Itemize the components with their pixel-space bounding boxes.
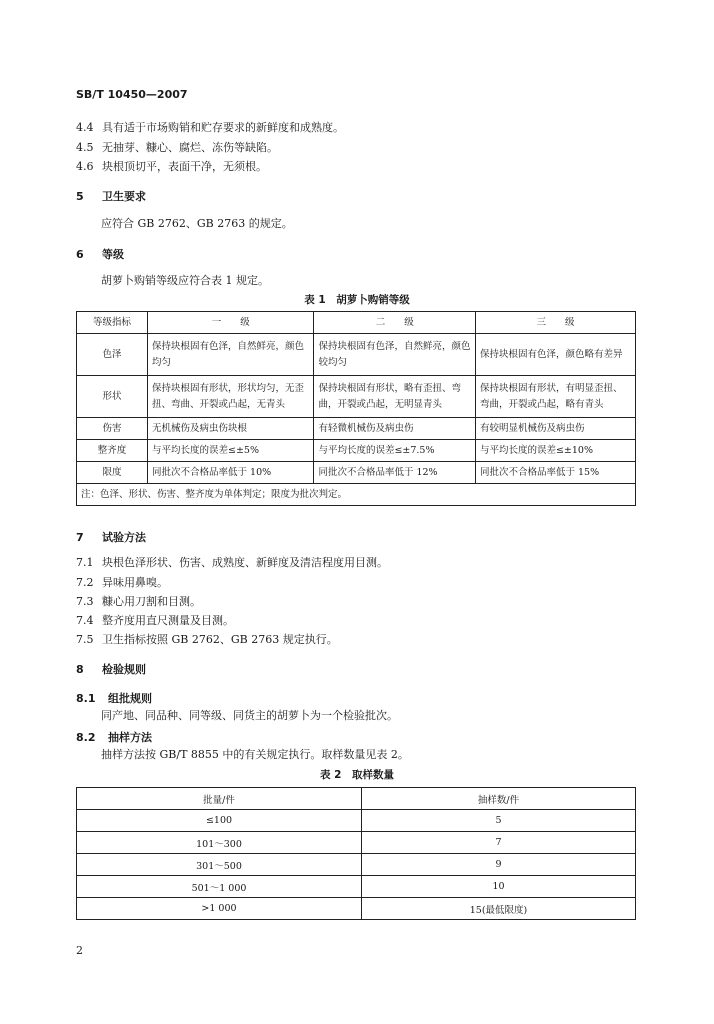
item-number: 7.4 [76, 614, 94, 627]
item-7-1 [76, 556, 388, 570]
table-cell: 有较明显机械伤及病虫伤 [475, 418, 635, 440]
section-number: 5 [76, 190, 84, 203]
table-row [77, 810, 636, 832]
item-4-4 [76, 121, 344, 135]
table-cell: 与平均长度的误差≤±10% [475, 440, 635, 462]
table-note: 注：色泽、形状、伤害、整齐度为单体判定；限度为批次判定。 [77, 484, 636, 506]
item-text: 糠心用刀割和目测。 [102, 595, 201, 608]
item-7-3 [76, 595, 201, 609]
table-cell: 同批次不合格品率低于 15% [475, 462, 635, 484]
table-row [77, 376, 636, 418]
section-title: 抽样方法 [108, 731, 152, 744]
header-cell: 二 级 [314, 312, 476, 334]
table-cell: 保持块根固有色泽，自然鲜亮，颜色较均匀 [314, 334, 476, 376]
table-row [77, 440, 636, 462]
item-text: 具有适于市场购销和贮存要求的新鲜度和成熟度。 [102, 121, 344, 134]
lot-cell: >1 000 [77, 898, 362, 920]
header-cell: 等级指标 [77, 312, 148, 334]
item-7-2 [76, 576, 168, 590]
header-cell: 三 级 [475, 312, 635, 334]
table-cell: 保持块根固有形状，形状均匀，无歪扭、弯曲、开裂或凸起，无青头 [148, 376, 314, 418]
lot-cell: 301～500 [77, 854, 362, 876]
table-cell: 有轻微机械伤及病虫伤 [314, 418, 476, 440]
sample-cell: 7 [362, 832, 636, 854]
section-number: 8 [76, 663, 84, 676]
header-cell: 抽样数/件 [362, 788, 636, 810]
sample-cell: 5 [362, 810, 636, 832]
section-8-1-body: 同产地、同品种、同等级、同货主的胡萝卜为一个检验批次。 [101, 709, 398, 722]
table-cell: 同批次不合格品率低于 12% [314, 462, 476, 484]
section-title: 等级 [102, 248, 124, 261]
item-text: 卫生指标按照 GB 2762、GB 2763 规定执行。 [102, 633, 338, 646]
item-text: 块根色泽形状、伤害、成熟度、新鲜度及清洁程度用目测。 [102, 556, 388, 569]
section-number: 7 [76, 531, 84, 544]
sampling-table [76, 787, 636, 920]
sample-cell: 15(最低限度) [362, 898, 636, 920]
row-label: 形状 [77, 376, 148, 418]
item-number: 7.3 [76, 595, 94, 608]
section-8-1-heading [76, 690, 152, 706]
header-cell: 一 级 [148, 312, 314, 334]
section-number: 8.2 [76, 731, 96, 744]
row-label: 伤害 [77, 418, 148, 440]
table-header-row [77, 312, 636, 334]
page-number: 2 [76, 944, 83, 957]
table-cell: 保持块根固有形状，略有歪扭、弯曲，开裂或凸起，无明显青头 [314, 376, 476, 418]
section-8-2-heading [76, 729, 152, 745]
table-row [77, 898, 636, 920]
table-row [77, 876, 636, 898]
item-text: 整齐度用直尺测量及目测。 [102, 614, 234, 627]
item-4-5 [76, 141, 278, 155]
item-text: 块根顶切平，表面干净，无须根。 [102, 160, 267, 173]
section-title: 检验规则 [102, 663, 146, 676]
row-label: 色泽 [77, 334, 148, 376]
table-cell: 保持块根固有色泽，颜色略有差异 [475, 334, 635, 376]
item-text: 无抽芽、糠心、腐烂、冻伤等缺陷。 [102, 141, 278, 154]
table-cell: 与平均长度的误差≤±7.5% [314, 440, 476, 462]
sample-cell: 9 [362, 854, 636, 876]
item-7-5 [76, 633, 338, 647]
table-row [77, 462, 636, 484]
item-number: 4.4 [76, 121, 94, 134]
item-4-6 [76, 160, 267, 174]
table-header-row [77, 788, 636, 810]
table-cell: 同批次不合格品率低于 10% [148, 462, 314, 484]
item-number: 7.1 [76, 556, 94, 569]
table-row [77, 418, 636, 440]
table-2-caption: 表 2 取样数量 [320, 769, 394, 781]
table-cell: 与平均长度的误差≤±5% [148, 440, 314, 462]
grading-table [76, 311, 636, 506]
lot-cell: 101～300 [77, 832, 362, 854]
table-row [77, 854, 636, 876]
table-row [77, 832, 636, 854]
table-row [77, 334, 636, 376]
section-5-body: 应符合 GB 2762、GB 2763 的规定。 [101, 217, 293, 230]
section-6-heading [76, 246, 124, 262]
section-6-body: 胡萝卜购销等级应符合表 1 规定。 [101, 274, 269, 287]
table-1-caption: 表 1 胡萝卜购销等级 [304, 294, 410, 306]
header-cell: 批量/件 [77, 788, 362, 810]
row-label: 限度 [77, 462, 148, 484]
item-number: 4.5 [76, 141, 94, 154]
sample-cell: 10 [362, 876, 636, 898]
item-number: 7.2 [76, 576, 94, 589]
table-note-row [77, 484, 636, 506]
document-header: SB/T 10450—2007 [76, 88, 188, 101]
item-7-4 [76, 614, 234, 628]
section-8-2-body: 抽样方法按 GB/T 8855 中的有关规定执行。取样数量见表 2。 [101, 748, 409, 761]
item-text: 异味用鼻嗅。 [102, 576, 168, 589]
row-label: 整齐度 [77, 440, 148, 462]
section-8-heading [76, 661, 146, 677]
table-cell: 无机械伤及病虫伤块根 [148, 418, 314, 440]
section-5-heading [76, 188, 146, 204]
section-title: 试验方法 [102, 531, 146, 544]
section-title: 卫生要求 [102, 190, 146, 203]
item-number: 4.6 [76, 160, 94, 173]
section-7-heading [76, 529, 146, 545]
table-cell: 保持块根固有色泽，自然鲜亮，颜色均匀 [148, 334, 314, 376]
lot-cell: ≤100 [77, 810, 362, 832]
item-number: 7.5 [76, 633, 94, 646]
lot-cell: 501～1 000 [77, 876, 362, 898]
section-title: 组批规则 [108, 692, 152, 705]
table-cell: 保持块根固有形状，有明显歪扭、弯曲，开裂或凸起，略有青头 [475, 376, 635, 418]
section-number: 8.1 [76, 692, 96, 705]
section-number: 6 [76, 248, 84, 261]
